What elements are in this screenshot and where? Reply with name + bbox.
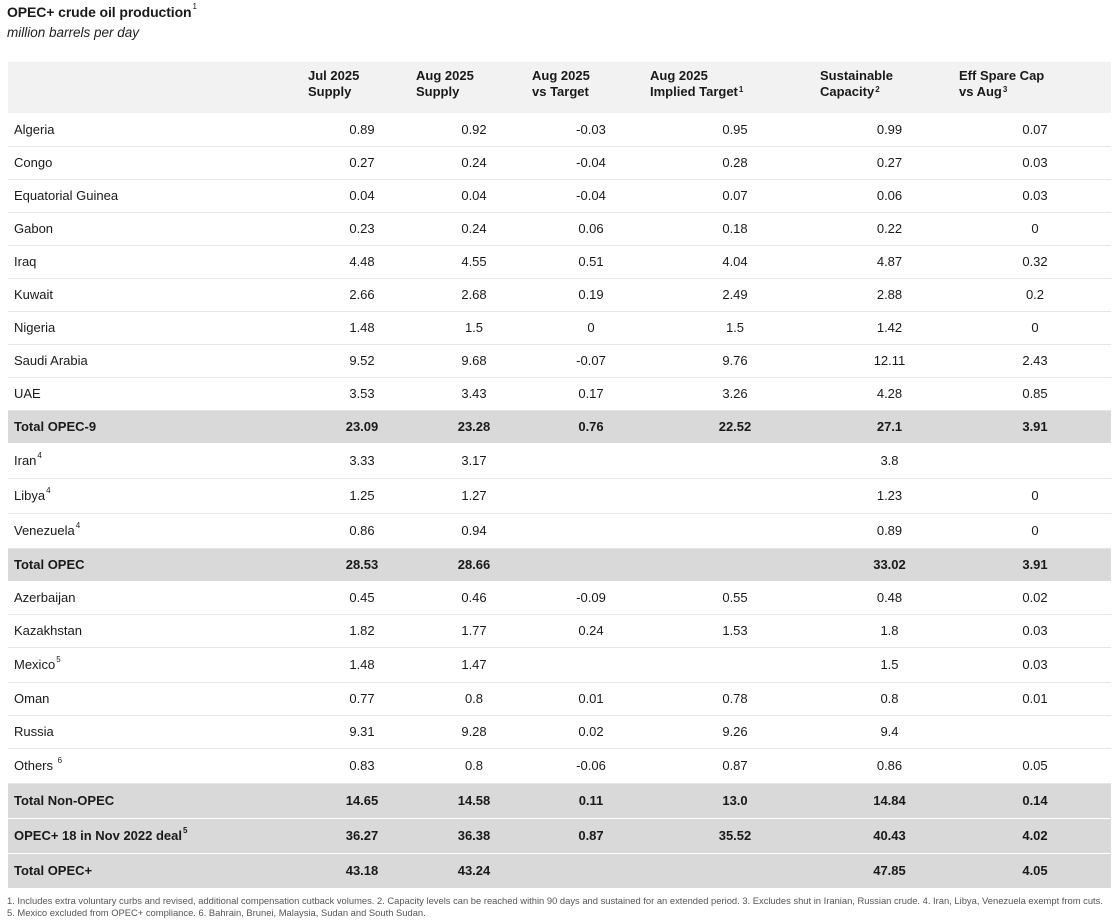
cell-value: 1.48 bbox=[308, 311, 416, 344]
row-label-text: Russia bbox=[14, 724, 54, 739]
row-label-text: OPEC+ 18 in Nov 2022 deal bbox=[14, 828, 182, 843]
row-label bbox=[8, 581, 308, 614]
cell-value: 4.02 bbox=[959, 818, 1111, 853]
cell-value: 35.52 bbox=[650, 818, 820, 853]
row-label-text: Others bbox=[14, 758, 57, 773]
cell-value bbox=[650, 548, 820, 581]
row-label bbox=[8, 344, 308, 377]
column-header-line1: Aug 2025 bbox=[416, 68, 474, 83]
table-row bbox=[8, 146, 1111, 179]
cell-value: 0.8 bbox=[416, 748, 532, 783]
row-label bbox=[8, 311, 308, 344]
row-label-text: Algeria bbox=[14, 121, 55, 137]
cell-value: 1.5 bbox=[650, 311, 820, 344]
cell-value: 0.24 bbox=[416, 212, 532, 245]
cell-value: 0.03 bbox=[959, 146, 1111, 179]
table-body bbox=[8, 113, 1111, 888]
total-row bbox=[8, 783, 1111, 818]
table-row bbox=[8, 647, 1111, 682]
row-label-text: Kazakhstan bbox=[14, 623, 82, 638]
column-header-6 bbox=[959, 62, 1111, 113]
cell-value: 4.04 bbox=[650, 245, 820, 278]
table-row bbox=[8, 682, 1111, 715]
cell-value: 4.87 bbox=[820, 245, 959, 278]
table-row bbox=[8, 748, 1111, 783]
column-header-2 bbox=[416, 62, 532, 113]
cell-value: 1.47 bbox=[416, 647, 532, 682]
cell-value: 0 bbox=[959, 513, 1111, 548]
table-row bbox=[8, 377, 1111, 410]
cell-value: 4.48 bbox=[308, 245, 416, 278]
column-header-line1: Jul 2025 bbox=[308, 68, 360, 83]
cell-value: 4.05 bbox=[959, 853, 1111, 888]
cell-value: 4.28 bbox=[820, 377, 959, 410]
table-row bbox=[8, 311, 1111, 344]
cell-value: 0.22 bbox=[820, 212, 959, 245]
cell-value: 1.27 bbox=[416, 478, 532, 513]
row-label bbox=[8, 410, 308, 443]
table-row bbox=[8, 581, 1111, 614]
cell-value: 0.94 bbox=[416, 513, 532, 548]
column-header-line2-text: Capacity bbox=[820, 84, 875, 99]
row-label bbox=[8, 146, 308, 179]
cell-value: 0.03 bbox=[959, 647, 1111, 682]
cell-value: -0.04 bbox=[532, 179, 650, 212]
table-row bbox=[8, 113, 1111, 146]
cell-value: 3.53 bbox=[308, 377, 416, 410]
footnote-marker: 5 bbox=[56, 655, 61, 664]
row-label-text: Nigeria bbox=[14, 320, 56, 335]
cell-value: 0.83 bbox=[308, 748, 416, 783]
column-header-line2-text: Supply bbox=[416, 84, 460, 99]
table-row bbox=[8, 278, 1111, 311]
table-title: OPEC+ crude oil production$^1$ bbox=[7, 2, 197, 20]
column-header-line2-text: vs Target bbox=[532, 84, 589, 99]
row-label bbox=[8, 278, 308, 311]
cell-value: 1.53 bbox=[650, 614, 820, 647]
column-header-line1: Aug 2025 bbox=[532, 68, 590, 83]
cell-value: 0.92 bbox=[416, 113, 532, 146]
cell-value bbox=[532, 853, 650, 888]
row-label-text: Saudi Arabia bbox=[14, 353, 88, 368]
cell-value: 0.86 bbox=[308, 513, 416, 548]
cell-value: 12.11 bbox=[820, 344, 959, 377]
table-row bbox=[8, 245, 1111, 278]
cell-value: 3.91 bbox=[959, 548, 1111, 581]
cell-value bbox=[532, 513, 650, 548]
cell-value: 2.66 bbox=[308, 278, 416, 311]
footnote-marker: 6 bbox=[57, 756, 63, 765]
total-row bbox=[8, 853, 1111, 888]
header-row bbox=[8, 62, 1111, 113]
cell-value: 3.91 bbox=[959, 410, 1111, 443]
table-row bbox=[8, 513, 1111, 548]
cell-value: 2.49 bbox=[650, 278, 820, 311]
cell-value: 0.86 bbox=[820, 748, 959, 783]
cell-value: 47.85 bbox=[820, 853, 959, 888]
table-row bbox=[8, 478, 1111, 513]
cell-value: 1.77 bbox=[416, 614, 532, 647]
cell-value bbox=[650, 647, 820, 682]
cell-value: 0.04 bbox=[308, 179, 416, 212]
cell-value: 0 bbox=[959, 212, 1111, 245]
cell-value: 1.82 bbox=[308, 614, 416, 647]
cell-value bbox=[650, 443, 820, 478]
cell-value: 1.8 bbox=[820, 614, 959, 647]
cell-value: 9.4 bbox=[820, 715, 959, 748]
cell-value: 0.19 bbox=[532, 278, 650, 311]
cell-value: 9.68 bbox=[416, 344, 532, 377]
row-label-text: Iran bbox=[14, 453, 37, 468]
cell-value: 9.76 bbox=[650, 344, 820, 377]
cell-value: 0.46 bbox=[416, 581, 532, 614]
row-label bbox=[8, 748, 308, 783]
row-label bbox=[8, 548, 308, 581]
cell-value: 0.02 bbox=[532, 715, 650, 748]
row-label bbox=[8, 715, 308, 748]
cell-value: 0.85 bbox=[959, 377, 1111, 410]
table-row bbox=[8, 212, 1111, 245]
cell-value: 0.27 bbox=[308, 146, 416, 179]
cell-value bbox=[650, 478, 820, 513]
cell-value: 28.66 bbox=[416, 548, 532, 581]
cell-value: 0.77 bbox=[308, 682, 416, 715]
cell-value: 0.01 bbox=[532, 682, 650, 715]
cell-value bbox=[532, 548, 650, 581]
row-label bbox=[8, 443, 308, 478]
footnote-marker: 2 bbox=[875, 85, 880, 94]
row-label-text: Equatorial Guinea bbox=[14, 188, 119, 203]
cell-value: 3.8 bbox=[820, 443, 959, 478]
cell-value: 0.89 bbox=[308, 113, 416, 146]
cell-value: 2.88 bbox=[820, 278, 959, 311]
cell-value bbox=[532, 647, 650, 682]
total-row bbox=[8, 818, 1111, 853]
cell-value: 43.18 bbox=[308, 853, 416, 888]
row-label-text: Gabon bbox=[14, 221, 54, 236]
cell-value: 22.52 bbox=[650, 410, 820, 443]
row-label bbox=[8, 212, 308, 245]
cell-value: 0.76 bbox=[532, 410, 650, 443]
cell-value: 0.04 bbox=[416, 179, 532, 212]
cell-value bbox=[532, 443, 650, 478]
row-label-text: Total OPEC+ bbox=[14, 863, 93, 878]
cell-value: 36.27 bbox=[308, 818, 416, 853]
column-header-line2 bbox=[650, 84, 820, 100]
cell-value: 0.02 bbox=[959, 581, 1111, 614]
row-label bbox=[8, 478, 308, 513]
cell-value: 4.55 bbox=[416, 245, 532, 278]
cell-value: 0.11 bbox=[532, 783, 650, 818]
row-label-text: Azerbaijan bbox=[14, 590, 76, 605]
column-header-5 bbox=[820, 62, 959, 113]
column-header-line1: Sustainable bbox=[820, 68, 893, 83]
cell-value: 23.28 bbox=[416, 410, 532, 443]
column-header-4 bbox=[650, 62, 820, 113]
cell-value: 0 bbox=[959, 478, 1111, 513]
cell-value: 0.87 bbox=[650, 748, 820, 783]
cell-value: 14.65 bbox=[308, 783, 416, 818]
row-label-text: Venezuela bbox=[14, 523, 75, 538]
cell-value: 0.06 bbox=[532, 212, 650, 245]
footnote-marker: 4 bbox=[46, 486, 51, 495]
column-header-line2-text: Supply bbox=[308, 84, 352, 99]
cell-value: 0.95 bbox=[650, 113, 820, 146]
cell-value: 3.43 bbox=[416, 377, 532, 410]
cell-value: 0.07 bbox=[959, 113, 1111, 146]
cell-value: 0.14 bbox=[959, 783, 1111, 818]
table-row bbox=[8, 614, 1111, 647]
row-label bbox=[8, 818, 308, 853]
cell-value: 0.32 bbox=[959, 245, 1111, 278]
cell-value: 3.33 bbox=[308, 443, 416, 478]
cell-value: 9.26 bbox=[650, 715, 820, 748]
column-header-line1: Aug 2025 bbox=[650, 68, 708, 83]
footnotes: 1. Includes extra voluntary curbs and revised, additional compensation cutback volumes. 2. Capacity levels can be reached within 90 days and sustained for an extended period. 3. Excludes shut in Iranian, Russian crude. 4. Iran, Libya, Venezuela exempt from cuts. 5. Mexico excluded from OPEC+ compliance. 6. Bahrain, Brunei, Malaysia, Sudan and South Sudan. bbox=[7, 895, 1103, 918]
cell-value: 43.24 bbox=[416, 853, 532, 888]
column-header-line2 bbox=[416, 84, 532, 100]
cell-value: -0.06 bbox=[532, 748, 650, 783]
cell-value: 0.05 bbox=[959, 748, 1111, 783]
cell-value: 0.87 bbox=[532, 818, 650, 853]
table-row bbox=[8, 443, 1111, 478]
row-label bbox=[8, 113, 308, 146]
table-row bbox=[8, 344, 1111, 377]
cell-value: 33.02 bbox=[820, 548, 959, 581]
footnote-marker: 1 bbox=[738, 85, 744, 94]
row-label bbox=[8, 513, 308, 548]
cell-value: 1.42 bbox=[820, 311, 959, 344]
footnote-marker: 3 bbox=[1002, 85, 1008, 94]
total-row bbox=[8, 548, 1111, 581]
row-label bbox=[8, 647, 308, 682]
cell-value bbox=[532, 478, 650, 513]
cell-value: 1.48 bbox=[308, 647, 416, 682]
column-header-3 bbox=[532, 62, 650, 113]
footnote-marker: 4 bbox=[37, 451, 42, 460]
cell-value: 0.28 bbox=[650, 146, 820, 179]
cell-value: 36.38 bbox=[416, 818, 532, 853]
row-label bbox=[8, 245, 308, 278]
cell-value: 1.25 bbox=[308, 478, 416, 513]
cell-value bbox=[650, 853, 820, 888]
cell-value: 0 bbox=[959, 311, 1111, 344]
column-header-line2-text: Implied Target bbox=[650, 84, 738, 99]
row-label-text: UAE bbox=[14, 386, 41, 401]
cell-value: 0 bbox=[532, 311, 650, 344]
cell-value: 0.23 bbox=[308, 212, 416, 245]
row-label bbox=[8, 377, 308, 410]
column-header-line1: Eff Spare Cap bbox=[959, 68, 1045, 83]
cell-value: 0.07 bbox=[650, 179, 820, 212]
column-header-line2 bbox=[532, 84, 650, 100]
cell-value: 23.09 bbox=[308, 410, 416, 443]
cell-value: 14.58 bbox=[416, 783, 532, 818]
row-label bbox=[8, 179, 308, 212]
footnote-marker: 5 bbox=[183, 826, 188, 835]
row-label bbox=[8, 783, 308, 818]
column-header-line2 bbox=[308, 84, 416, 100]
row-label bbox=[8, 682, 308, 715]
row-label bbox=[8, 853, 308, 888]
cell-value: -0.04 bbox=[532, 146, 650, 179]
cell-value bbox=[959, 715, 1111, 748]
table-row bbox=[8, 179, 1111, 212]
cell-value: 0.51 bbox=[532, 245, 650, 278]
cell-value: 0.78 bbox=[650, 682, 820, 715]
table-subtitle: million barrels per day bbox=[7, 25, 140, 40]
cell-value: 0.45 bbox=[308, 581, 416, 614]
cell-value: 0.06 bbox=[820, 179, 959, 212]
cell-value: 40.43 bbox=[820, 818, 959, 853]
cell-value: 0.2 bbox=[959, 278, 1111, 311]
cell-value: 0.8 bbox=[820, 682, 959, 715]
row-label-text: Total OPEC-9 bbox=[14, 419, 97, 434]
cell-value: 0.27 bbox=[820, 146, 959, 179]
production-table bbox=[8, 62, 1111, 889]
cell-value: 27.1 bbox=[820, 410, 959, 443]
cell-value bbox=[959, 443, 1111, 478]
cell-value: -0.07 bbox=[532, 344, 650, 377]
cell-value: 0.89 bbox=[820, 513, 959, 548]
title-footnote-marker: 1 bbox=[192, 2, 197, 11]
cell-value: 0.24 bbox=[532, 614, 650, 647]
cell-value: -0.03 bbox=[532, 113, 650, 146]
cell-value: 3.26 bbox=[650, 377, 820, 410]
cell-value: 13.0 bbox=[650, 783, 820, 818]
row-label-text: Total Non-OPEC bbox=[14, 793, 115, 808]
cell-value: 0.17 bbox=[532, 377, 650, 410]
cell-value: 2.43 bbox=[959, 344, 1111, 377]
table-row bbox=[8, 715, 1111, 748]
total-row bbox=[8, 410, 1111, 443]
cell-value: 9.28 bbox=[416, 715, 532, 748]
row-label-text: Kuwait bbox=[14, 287, 54, 302]
cell-value: 9.31 bbox=[308, 715, 416, 748]
row-label-text: Congo bbox=[14, 155, 53, 170]
footnote-marker: 4 bbox=[75, 521, 81, 530]
cell-value: 0.24 bbox=[416, 146, 532, 179]
cell-value bbox=[650, 513, 820, 548]
cell-value: 1.5 bbox=[416, 311, 532, 344]
column-header-0 bbox=[8, 62, 308, 113]
cell-value: 3.17 bbox=[416, 443, 532, 478]
row-label-text: Libya bbox=[14, 488, 46, 503]
cell-value: 0.55 bbox=[650, 581, 820, 614]
column-header-line2 bbox=[820, 84, 959, 100]
cell-value: 0.03 bbox=[959, 614, 1111, 647]
column-header-line2 bbox=[959, 84, 1111, 100]
cell-value: 9.52 bbox=[308, 344, 416, 377]
cell-value: 28.53 bbox=[308, 548, 416, 581]
cell-value: 0.99 bbox=[820, 113, 959, 146]
cell-value: 0.48 bbox=[820, 581, 959, 614]
cell-value: 14.84 bbox=[820, 783, 959, 818]
cell-value: 0.03 bbox=[959, 179, 1111, 212]
row-label-text: Oman bbox=[14, 691, 50, 706]
cell-value: 1.5 bbox=[820, 647, 959, 682]
column-header-line2-text: vs Aug bbox=[959, 84, 1002, 99]
cell-value: 0.18 bbox=[650, 212, 820, 245]
row-label-text: Total OPEC bbox=[14, 557, 85, 572]
cell-value: 2.68 bbox=[416, 278, 532, 311]
cell-value: -0.09 bbox=[532, 581, 650, 614]
row-label-text: Iraq bbox=[14, 254, 37, 269]
row-label-text: Mexico bbox=[14, 657, 56, 672]
cell-value: 0.01 bbox=[959, 682, 1111, 715]
cell-value: 0.8 bbox=[416, 682, 532, 715]
cell-value: 1.23 bbox=[820, 478, 959, 513]
row-label bbox=[8, 614, 308, 647]
column-header-1 bbox=[308, 62, 416, 113]
